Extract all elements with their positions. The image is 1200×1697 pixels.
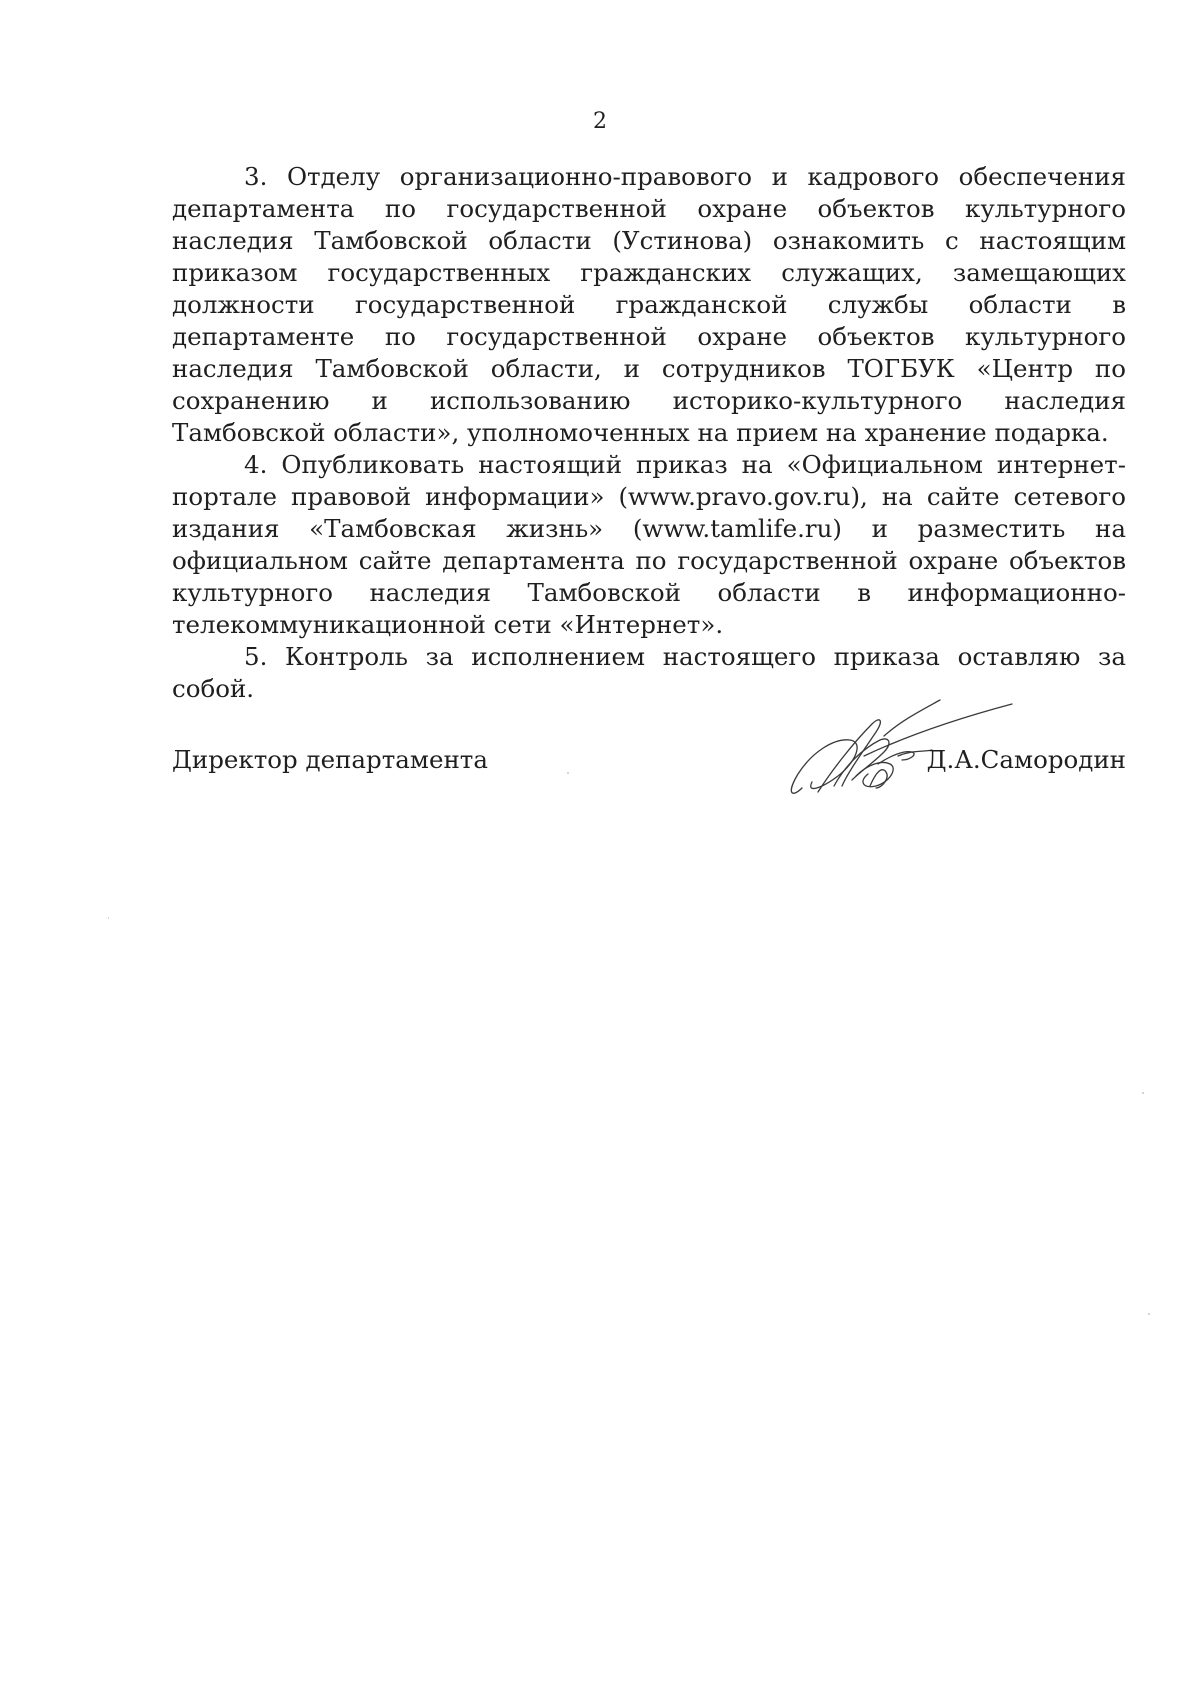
signatory-position: Директор департамента bbox=[172, 745, 488, 774]
paragraph-3: 3. Отделу организационно-правового и кадрового обеспечения департамента по государственной охране объектов культурного наследия Тамбовской области (Устинова) ознакомить с настоящим приказом государственных гражданских служащих, замещающих должности государственной гражданской службы области в департаменте по государственной охране объектов культурного наследия Тамбовской области, и сотрудников ТОГБУК «Центр по сохранению и использованию историко-культурного наследия Тамбовской области», уполномоченных на прием на хранение подарка. bbox=[172, 162, 1126, 447]
scan-speck bbox=[1142, 1092, 1144, 1094]
paragraph-4: 4. Опубликовать настоящий приказ на «Официальном интернет-портале правовой информации» (www.pravo.gov.ru), на сайте сетевого издания «Тамбовская жизнь» (www.tamlife.ru) и разместить на официальном сайте департамента по государственной охране объектов культурного наследия Тамбовской области в информационно-телекоммуникационной сети «Интернет». bbox=[172, 450, 1126, 639]
scan-speck bbox=[1148, 1313, 1150, 1315]
page-number: 2 bbox=[593, 109, 607, 134]
signatory-name: Д.А.Самородин bbox=[926, 745, 1126, 774]
scan-speck bbox=[567, 772, 569, 774]
document-body bbox=[172, 161, 1126, 705]
signature-block bbox=[172, 730, 1126, 810]
scan-speck bbox=[108, 917, 109, 919]
paragraph-5: 5. Контроль за исполнением настоящего приказа оставляю за собой. bbox=[172, 642, 1126, 703]
